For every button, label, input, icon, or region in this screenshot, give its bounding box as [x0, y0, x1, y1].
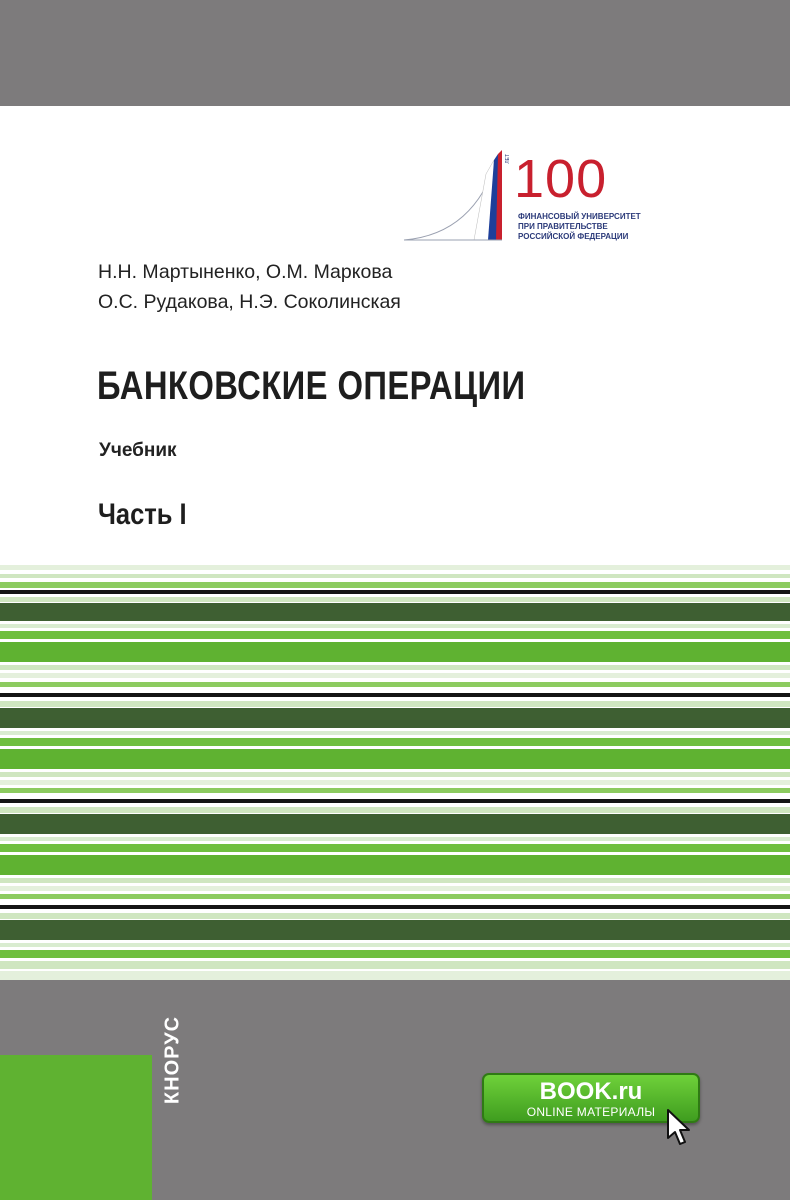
stripe	[0, 701, 790, 707]
logo-line-1: ФИНАНСОВЫЙ УНИВЕРСИТЕТ	[518, 212, 641, 221]
flag-swoosh-icon	[402, 148, 522, 244]
online-materials-label: ONLINE МАТЕРИАЛЫ	[526, 1105, 656, 1119]
stripe	[0, 642, 790, 662]
stripe	[0, 708, 790, 728]
stripe	[0, 894, 790, 899]
publisher-name: КНОРУС	[161, 1015, 184, 1104]
stripe	[0, 961, 790, 969]
stripe	[0, 772, 790, 777]
stripe	[0, 673, 790, 678]
university-logo	[402, 148, 642, 244]
stripe	[0, 950, 790, 958]
logo-line-2: ПРИ ПРАВИТЕЛЬСТВЕ	[518, 222, 608, 231]
stripe	[0, 682, 790, 687]
stripe	[0, 855, 790, 875]
stripe	[0, 943, 790, 947]
stripe	[0, 878, 790, 883]
stripe	[0, 844, 790, 852]
stripe	[0, 788, 790, 793]
stripe	[0, 799, 790, 803]
stripe	[0, 749, 790, 769]
stripe	[0, 603, 790, 621]
authors-line-1: Н.Н. Мартыненко, О.М. Маркова	[98, 261, 393, 283]
logo-let-label: ЛЕТ	[505, 154, 511, 164]
top-gray-band	[0, 0, 790, 106]
stripe	[0, 738, 790, 746]
mouse-cursor-icon	[664, 1108, 694, 1148]
stripe	[0, 837, 790, 841]
stripe	[0, 814, 790, 834]
logo-line-3: РОССИЙСКОЙ ФЕДЕРАЦИИ	[518, 232, 629, 241]
authors-block	[98, 257, 401, 317]
stripe	[0, 807, 790, 813]
stripe	[0, 565, 790, 570]
stripe	[0, 582, 790, 588]
stripe	[0, 905, 790, 909]
book-ru-label: BOOK.ru	[539, 1078, 643, 1105]
stripe	[0, 631, 790, 639]
stripe	[0, 665, 790, 670]
logo-100-number: 100	[514, 149, 608, 209]
stripe	[0, 574, 790, 578]
cover-white-area	[0, 106, 790, 562]
stripe	[0, 624, 790, 628]
stripe	[0, 920, 790, 940]
book-title: БАНКОВСКИЕ ОПЕРАЦИИ	[97, 364, 526, 408]
decorative-stripes	[0, 565, 790, 980]
stripe	[0, 597, 790, 602]
stripe	[0, 731, 790, 735]
green-corner-block	[0, 1055, 152, 1200]
stripe	[0, 693, 790, 697]
stripe	[0, 886, 790, 891]
authors-line-2: О.С. Рудакова, Н.Э. Соколинская	[98, 291, 401, 313]
stripe	[0, 780, 790, 785]
book-subtitle: Учебник	[99, 440, 177, 461]
stripe	[0, 913, 790, 919]
stripe	[0, 971, 790, 980]
stripe	[0, 590, 790, 594]
book-part: Часть I	[98, 498, 187, 531]
publisher-logo	[158, 997, 188, 1122]
